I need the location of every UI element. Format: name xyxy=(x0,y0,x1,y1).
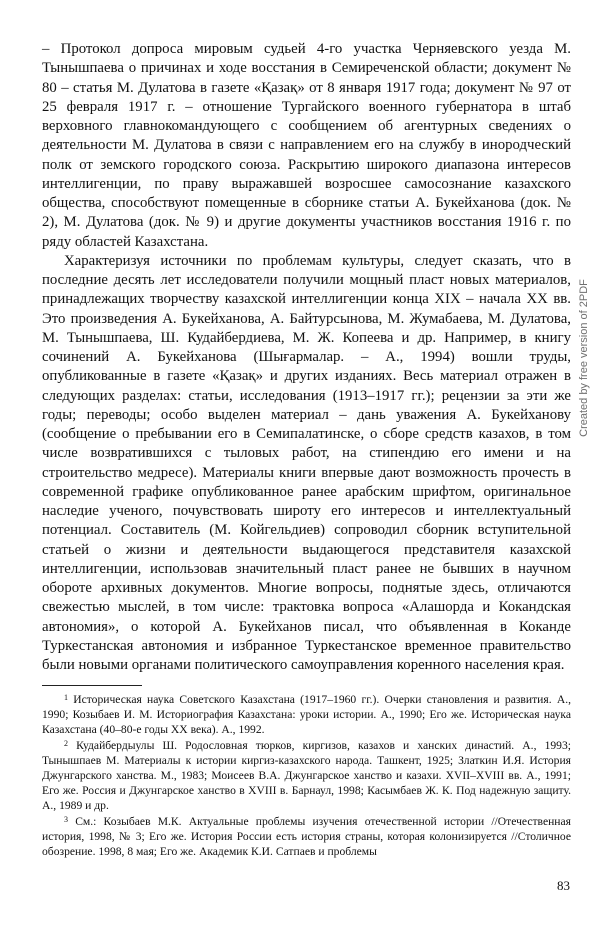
paragraph-2: Характеризуя источники по проблемам культуры, следует сказать, что в последние десять лет исследователи получили мощный пласт новых материалов, принадлежащих творчеству казахской интеллигенции конца XIX – начала XX вв. Это произведения А. Букейханова, А. Байтурсынова, М. Жумабаева, М. Дулатова, М. Тынышпаева, Ш. Кудайбердиева, М. Ж. Копеева и др. Например, в книгу сочинений А. Букейханова (Шығармалар. – А., 1994) вошли труды, опубликованные в газете «Қазақ» и других изданиях. Весь материал отражен в следующих разделах: статьи, исследования (1913–1917 гг.); рецензии за эти же годы; переводы; особо выделен материал – дань уважения А. Букейханову (сообщение о пребывании его в Семипалатинске, о сборе средств казахов, в том числе возвратившихся с тыловых работ, на стипендию его имени и на строительство медресе). Материалы книги впервые дают возможность прочесть в современной графике опубликованное ранее арабским шрифтом, оригинальное наследие ученого, почувствовать широту его интересов и интеллектуальный потенциал. Составитель (М. Койгельдиев) сопроводил сборник вступительной статьей о жизни и деятельности выдающегося представителя казахской интеллигенции, использовав значительный пласт ранее не бывших в научном обороте архивных документов. Многие вопросы, поднятые здесь, отличаются свежестью мыслей, в том числе: трактовка вопроса «Алашорда и Кокандская автономия», о которой А. Букейханов писал, что объявленная в Коканде Туркестанская автономия и избранное Туркестанское временное правительство были новыми органами политического самоуправления коренного населения края. xyxy=(42,252,571,673)
footnote-marker: 3 xyxy=(64,814,68,824)
footnotes xyxy=(42,692,571,859)
footnote-marker: 1 xyxy=(64,693,68,702)
paragraph-1: – Протокол допроса мировым судьей 4-го участка Черняевского уезда М. Тынышпаева о причинах и ходе восстания в Семиреченской области; документ № 80 – статья М. Дулатова в газете «Қазақ» от 8 января 1917 года; документ № 97 от 25 февраля 1917 г. – отношение Тургайского военного губернатора в штаб верховного главнокомандующего с сообщением об агентурных сведениях о деятельности М. Дулатова в связи с направлением его на службу в инородческий полк от земского городского союза. Раскрытию широкого диапазона интересов интеллигенции, по праву выражавшей возросшее самосознание казахского общества, способствуют помещенные в сборнике статьи А. Букейханова (док. № 2), М. Дулатова (док. № 9) и другие документы участников восстания 1916 г. по ряду областей Казахстана. xyxy=(42,41,571,250)
footnote-text: См.: Козыбаев М.К. Актуальные проблемы изучения отечественной истории //Отечественная история, 1998, № 3; Его же. История России есть история страны, которая колонизируется //Столичное обозрение. 1998, 8 мая; Его же. Академик К.И. Сатпаев и проблемы xyxy=(42,814,571,859)
footnote-separator xyxy=(42,685,142,686)
page-number: 83 xyxy=(557,878,570,893)
footnote-1 xyxy=(42,692,571,738)
footnote-2 xyxy=(42,738,571,814)
watermark-text: Created by free version of 2PDF xyxy=(578,279,590,437)
main-text xyxy=(42,40,571,675)
watermark xyxy=(572,279,596,437)
footnote-text: Историческая наука Советского Казахстана (1917–1960 гг.). Очерки становления и развития. А., 1990; Козыбаев И. М. Историография Казахстана: уроки истории. А., 1990; Его же. Историческая наука Казахстана (40–80-е годы XX века). А., 1992. xyxy=(42,693,571,737)
footnote-3 xyxy=(42,814,571,860)
footnote-marker: 2 xyxy=(64,738,68,748)
footnote-text: Кудайбердыулы Ш. Родословная тюрков, киргизов, казахов и ханских династий. А., 1993; Тынышпаев М. Материалы к истории киргиз-казахского народа. Ташкент, 1925; Златкин И.Я. История Джунгарского ханства. М., 1983; Моисеев В.А. Джунгарское ханство и казахи. XVII–XVIII вв. А., 1991; Его же. Россия и Джунгарское ханство в XVIII в. Барнаул, 1998; Касымбаев Ж. К. Под надежную защиту. А., 1989 и др. xyxy=(42,738,571,813)
